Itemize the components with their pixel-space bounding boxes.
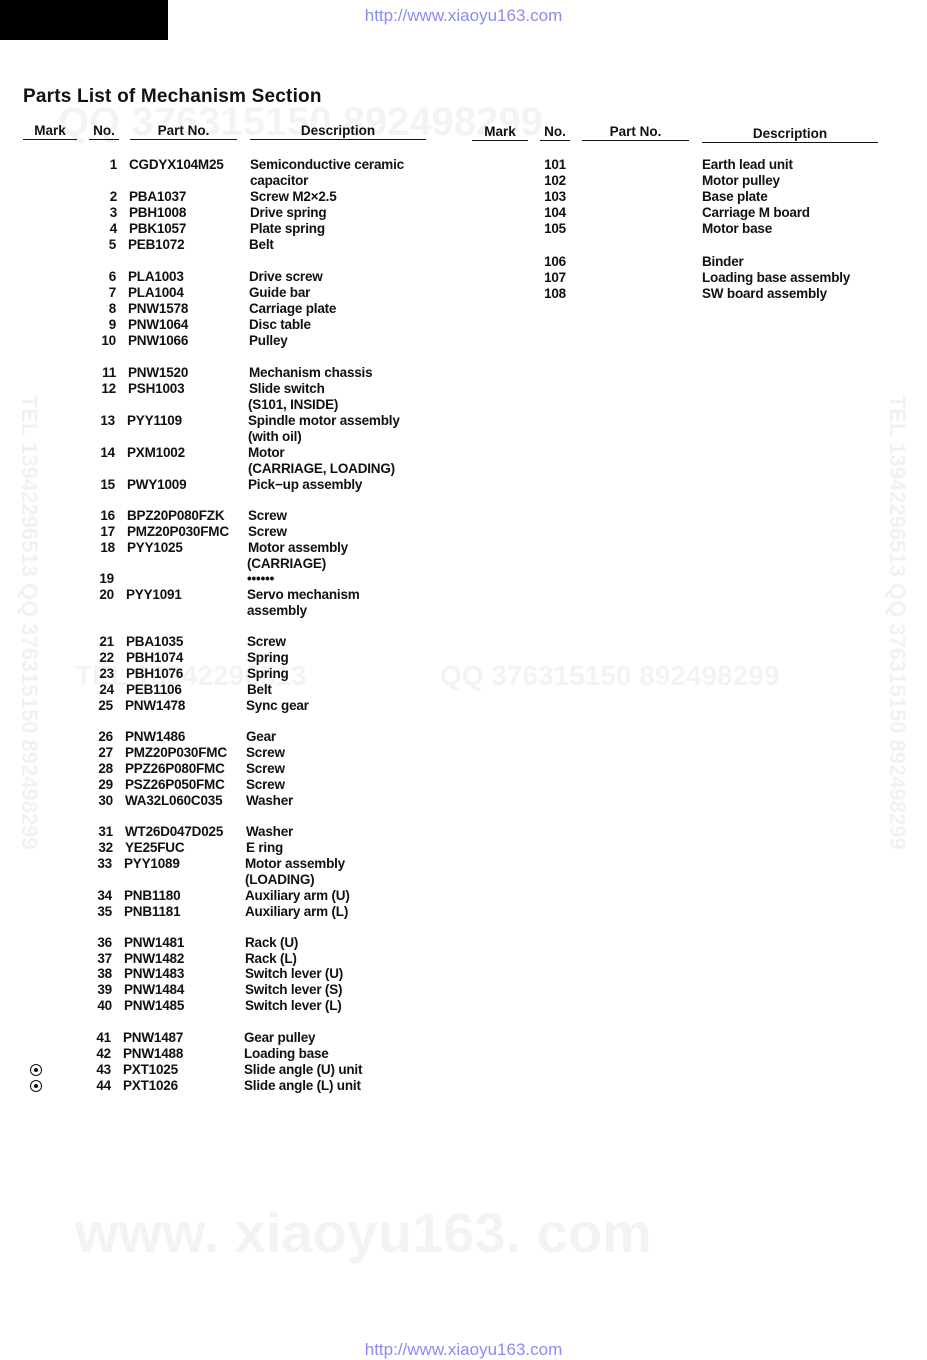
right-item-number: 102	[544, 173, 566, 188]
left-item-number: 4	[109, 221, 117, 236]
left-part-description: Washer	[246, 793, 294, 808]
header-no-right: No.	[540, 124, 570, 141]
left-part-description: Switch lever (L)	[245, 998, 342, 1013]
left-part-description: (LOADING)	[245, 872, 315, 887]
header-mark-left: Mark	[23, 123, 77, 140]
left-item-number: 31	[98, 824, 113, 839]
left-item-number: 12	[101, 381, 116, 396]
left-item-number: 22	[99, 650, 114, 665]
right-part-description: Base plate	[702, 189, 768, 204]
left-part-description: Slide switch	[249, 381, 325, 396]
left-item-number: 28	[98, 761, 113, 776]
left-part-description: Spring	[247, 666, 289, 681]
left-part-description: Switch lever (U)	[245, 966, 344, 981]
left-part-number: PNW1578	[128, 301, 189, 316]
left-part-description: (CARRIAGE, LOADING)	[248, 461, 395, 476]
left-part-number: PBH1008	[129, 205, 187, 220]
left-part-description: Pulley	[249, 333, 288, 348]
left-part-description: Screw	[248, 508, 287, 523]
left-part-number: YE25FUC	[125, 840, 185, 855]
left-part-number: PYY1089	[124, 856, 180, 871]
left-part-description: Guide bar	[249, 285, 311, 300]
left-part-description: Motor	[248, 445, 285, 460]
right-part-description: Binder	[702, 254, 744, 269]
left-part-number: PSZ26P050FMC	[125, 777, 225, 792]
left-item-number: 37	[97, 951, 112, 966]
left-part-description: Switch lever (S)	[245, 982, 343, 997]
left-part-number: PNW1485	[124, 998, 185, 1013]
left-item-number: 40	[97, 998, 112, 1013]
right-item-number: 108	[544, 286, 566, 301]
left-part-number: PNW1482	[124, 951, 185, 966]
left-item-number: 30	[98, 793, 113, 808]
left-part-number: PBK1057	[129, 221, 187, 236]
left-item-number: 10	[101, 333, 116, 348]
left-part-description: Rack (L)	[245, 951, 297, 966]
left-item-number: 7	[108, 285, 116, 300]
right-part-description: Loading base assembly	[702, 270, 851, 285]
left-part-description: Auxiliary arm (U)	[245, 888, 350, 903]
left-item-number: 2	[109, 189, 117, 204]
left-part-number: PNW1488	[123, 1046, 184, 1061]
left-item-number: 32	[98, 840, 113, 855]
left-part-number: PNW1486	[125, 729, 186, 744]
left-part-description: Plate spring	[250, 221, 325, 236]
left-item-number: 42	[96, 1046, 111, 1061]
left-item-number: 20	[99, 587, 114, 602]
right-item-number: 107	[544, 270, 566, 285]
left-part-number: PLA1003	[128, 269, 184, 284]
left-part-description: Slide angle (U) unit	[244, 1062, 363, 1077]
left-item-number: 24	[99, 682, 114, 697]
left-item-number: 44	[96, 1078, 111, 1093]
left-part-description: Carriage plate	[249, 301, 337, 316]
watermark-side-right: TEL 13942296513 QQ 376315150 892498299	[885, 395, 910, 850]
left-part-description: Motor assembly	[248, 540, 348, 555]
left-part-number: PXT1025	[123, 1062, 178, 1077]
left-part-number: PSH1003	[128, 381, 185, 396]
right-part-description: Motor base	[702, 221, 773, 236]
left-part-number: PEB1072	[128, 237, 185, 252]
left-part-description: Gear	[246, 729, 276, 744]
left-item-number: 13	[100, 413, 115, 428]
left-part-number: PNB1180	[124, 888, 181, 903]
header-part-no-right: Part No.	[582, 124, 689, 141]
left-part-number: PNB1181	[124, 904, 181, 919]
left-part-description: Auxiliary arm (L)	[245, 904, 349, 919]
left-part-number: PMZ20P030FMC	[125, 745, 227, 760]
left-part-description: Washer	[246, 824, 294, 839]
left-part-description: assembly	[247, 603, 307, 618]
left-part-number: PMZ20P030FMC	[127, 524, 229, 539]
left-item-number: 41	[96, 1030, 111, 1045]
left-part-number: PLA1004	[128, 285, 184, 300]
left-item-number: 27	[98, 745, 113, 760]
left-part-description: (S101, INSIDE)	[248, 397, 339, 412]
left-part-number: PBH1074	[126, 650, 184, 665]
critical-part-mark-icon	[30, 1080, 42, 1092]
left-part-number: PYY1109	[127, 413, 182, 428]
left-item-number: 11	[102, 365, 116, 380]
left-part-description: Rack (U)	[245, 935, 299, 950]
right-item-number: 101	[544, 157, 566, 172]
right-item-number: 104	[544, 205, 566, 220]
left-part-number: PNW1484	[124, 982, 185, 997]
left-part-description: Servo mechanism	[247, 587, 360, 602]
left-part-description: Drive spring	[250, 205, 327, 220]
left-part-description: ••••••	[247, 571, 275, 586]
left-part-description: Mechanism chassis	[249, 365, 373, 380]
left-part-description: E ring	[246, 840, 284, 855]
left-item-number: 36	[97, 935, 112, 950]
left-item-number: 23	[99, 666, 114, 681]
right-item-number: 103	[544, 189, 566, 204]
left-item-number: 5	[108, 237, 116, 252]
left-part-description: (CARRIAGE)	[247, 556, 326, 571]
left-part-description: Loading base	[244, 1046, 329, 1061]
left-item-number: 9	[108, 317, 116, 332]
left-part-number: PBA1035	[126, 634, 184, 649]
left-part-description: Screw	[246, 745, 285, 760]
left-item-number: 33	[97, 856, 112, 871]
left-part-number: WT26D047D025	[125, 824, 224, 839]
left-item-number: 18	[100, 540, 115, 555]
left-part-description: Screw	[247, 634, 286, 649]
left-item-number: 35	[97, 904, 112, 919]
left-item-number: 14	[100, 445, 115, 460]
header-part-no-left: Part No.	[130, 123, 237, 140]
left-item-number: 15	[100, 477, 115, 492]
left-item-number: 43	[96, 1062, 111, 1077]
left-item-number: 21	[99, 634, 114, 649]
left-part-description: (with oil)	[248, 429, 302, 444]
left-part-number: PNW1064	[128, 317, 189, 332]
header-mark-right: Mark	[472, 124, 528, 141]
left-item-number: 1	[109, 157, 117, 172]
left-part-number: PNW1481	[124, 935, 185, 950]
left-part-description: Belt	[247, 682, 272, 697]
header-no-left: No.	[89, 123, 119, 140]
left-item-number: 3	[109, 205, 117, 220]
left-part-number: PPZ26P080FMC	[125, 761, 225, 776]
left-part-number: PXM1002	[127, 445, 185, 460]
left-part-description: capacitor	[250, 173, 309, 188]
right-item-number: 106	[544, 254, 566, 269]
left-item-number: 38	[97, 966, 112, 981]
left-part-description: Semiconductive ceramic	[250, 157, 404, 172]
right-part-description: Earth lead unit	[702, 157, 793, 172]
header-description-right: Description	[702, 126, 878, 143]
left-part-description: Sync gear	[246, 698, 309, 713]
right-part-description: Motor pulley	[702, 173, 780, 188]
left-part-number: PBH1076	[126, 666, 184, 681]
page-title: Parts List of Mechanism Section	[23, 86, 322, 107]
left-item-number: 26	[98, 729, 113, 744]
left-part-description: Drive screw	[249, 269, 323, 284]
left-part-number: PWY1009	[127, 477, 187, 492]
left-part-description: Belt	[249, 237, 274, 252]
left-part-description: Screw	[246, 777, 285, 792]
right-part-description: Carriage M board	[702, 205, 810, 220]
left-item-number: 39	[97, 982, 112, 997]
left-item-number: 34	[97, 888, 112, 903]
left-part-number: WA32L060C035	[125, 793, 223, 808]
header-description-left: Description	[250, 123, 426, 140]
left-part-description: Disc table	[249, 317, 311, 332]
left-part-number: PNW1478	[125, 698, 186, 713]
left-part-number: PNW1483	[124, 966, 185, 981]
left-part-number: PYY1025	[127, 540, 183, 555]
left-part-description: Spring	[247, 650, 289, 665]
left-part-number: PNW1520	[128, 365, 189, 380]
left-part-number: PXT1026	[123, 1078, 178, 1093]
left-part-description: Slide angle (L) unit	[244, 1078, 361, 1093]
watermark-side-left: TEL 13942296513 QQ 376315150 892498299	[17, 395, 42, 850]
left-item-number: 29	[98, 777, 113, 792]
right-item-number: 105	[544, 221, 566, 236]
left-part-description: Motor assembly	[245, 856, 345, 871]
left-item-number: 25	[98, 698, 113, 713]
watermark-qq-mid	[440, 660, 779, 692]
watermark-site	[75, 1200, 652, 1265]
left-part-description: Gear pulley	[244, 1030, 316, 1045]
left-item-number: 17	[100, 524, 115, 539]
left-part-number: PNW1487	[123, 1030, 184, 1045]
left-part-number: CGDYX104M25	[129, 157, 224, 172]
left-part-description: Spindle motor assembly	[248, 413, 400, 428]
left-item-number: 8	[108, 301, 116, 316]
left-item-number: 16	[100, 508, 115, 523]
left-part-number: BPZ20P080FZK	[127, 508, 225, 523]
left-part-description: Screw	[248, 524, 287, 539]
left-part-number: PYY1091	[126, 587, 182, 602]
left-part-description: Screw	[246, 761, 285, 776]
left-part-description: Screw M2×2.5	[250, 189, 337, 204]
critical-part-mark-icon	[30, 1064, 42, 1076]
left-part-number: PEB1106	[126, 682, 182, 697]
source-url-top[interactable]: http://www.xiaoyu163.com	[364, 6, 563, 25]
right-part-description: SW board assembly	[702, 286, 827, 301]
left-part-number: PBA1037	[129, 189, 187, 204]
left-part-description: Pick−up assembly	[248, 477, 363, 492]
left-item-number: 6	[108, 269, 116, 284]
source-url-bottom[interactable]: http://www.xiaoyu163.com	[364, 1340, 563, 1359]
left-part-number: PNW1066	[128, 333, 189, 348]
left-item-number: 19	[99, 571, 114, 586]
